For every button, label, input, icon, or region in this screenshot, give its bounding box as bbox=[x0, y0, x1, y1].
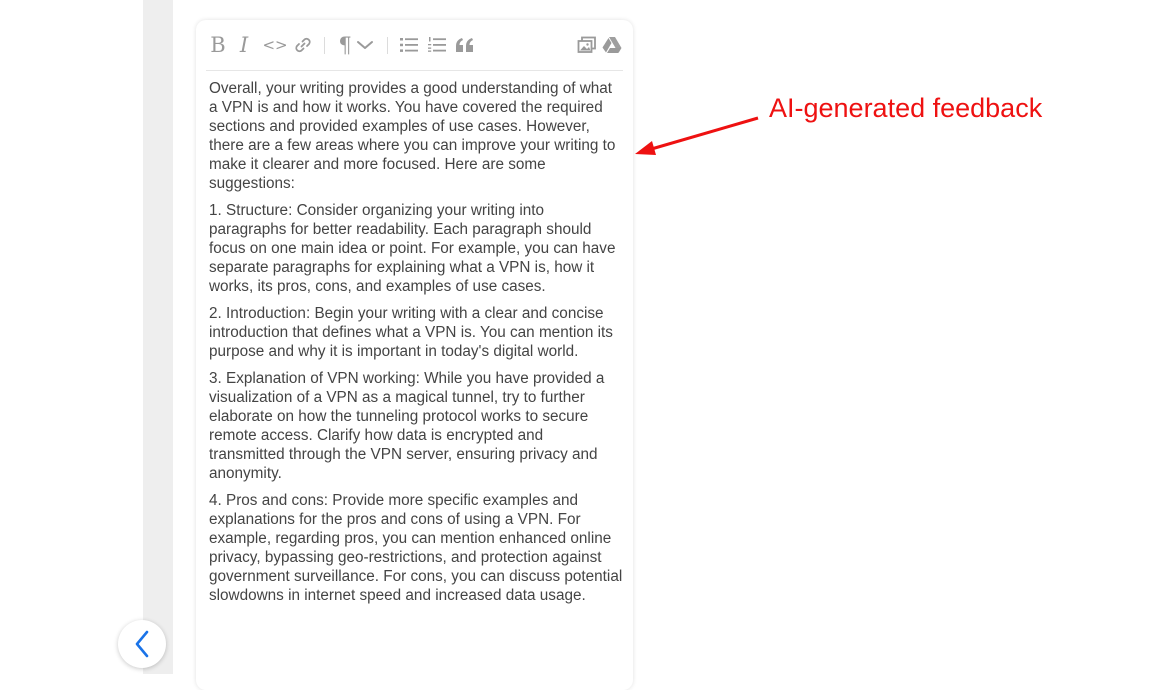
feedback-editor-card bbox=[196, 20, 633, 690]
numbered-list-icon[interactable] bbox=[426, 34, 448, 56]
feedback-paragraph: 1. Structure: Consider organizing your writing into paragraphs for better readability. Each paragraph should focus on one main idea or point. For example, you can have separate paragraphs for explaining what a VPN is, how it works, its pros, cons, and examples of use cases. bbox=[209, 202, 616, 295]
feedback-paragraph: 3. Explanation of VPN working: While you have provided a visualization of a VPN as a magical tunnel, try to further elaborate on how the tunneling protocol works to secure remote access. Clarify how data is encrypted and transmitted through the VPN server, ensuring privacy and anonymity. bbox=[209, 370, 605, 482]
chevron-left-icon bbox=[134, 630, 150, 658]
toolbar-divider bbox=[206, 70, 623, 71]
toolbar-separator bbox=[387, 37, 388, 54]
quote-icon[interactable] bbox=[454, 34, 476, 56]
code-icon[interactable]: <> bbox=[262, 36, 288, 54]
annotation-label: AI-generated feedback bbox=[769, 93, 1043, 123]
feedback-paragraph: Overall, your writing provides a good understanding of what a VPN is and how it works. You have covered the required sections and provided examples of use cases. However, there are a few areas where you can improve your writing to make it clearer and more focused. Here are some suggestions: bbox=[209, 80, 616, 192]
annotation-arrow bbox=[630, 110, 765, 160]
chevron-down-icon[interactable] bbox=[355, 34, 375, 56]
side-panel-strip bbox=[143, 0, 173, 674]
paragraph-icon[interactable]: ¶ bbox=[338, 33, 352, 57]
bold-icon[interactable]: B bbox=[210, 33, 226, 57]
link-icon[interactable] bbox=[292, 34, 314, 56]
bullet-list-icon[interactable] bbox=[398, 34, 420, 56]
italic-icon[interactable]: I bbox=[239, 33, 249, 57]
google-drive-icon[interactable] bbox=[601, 34, 623, 56]
formatting-toolbar bbox=[196, 20, 633, 70]
image-icon[interactable] bbox=[576, 34, 598, 56]
back-button[interactable] bbox=[118, 620, 166, 668]
toolbar-separator bbox=[324, 37, 325, 54]
feedback-text-area[interactable] bbox=[209, 79, 623, 613]
feedback-paragraph: 2. Introduction: Begin your writing with a clear and concise introduction that defines what a VPN is. You can mention its purpose and why it is important in today's digital world. bbox=[209, 305, 613, 360]
feedback-paragraph: 4. Pros and cons: Provide more specific examples and explanations for the pros and cons of using a VPN. For example, regarding pros, you can mention enhanced online privacy, bypassing geo-restrictions, and protection against government surveillance. For cons, you can discuss potential slowdowns in internet speed and increased data usage. bbox=[209, 492, 623, 604]
